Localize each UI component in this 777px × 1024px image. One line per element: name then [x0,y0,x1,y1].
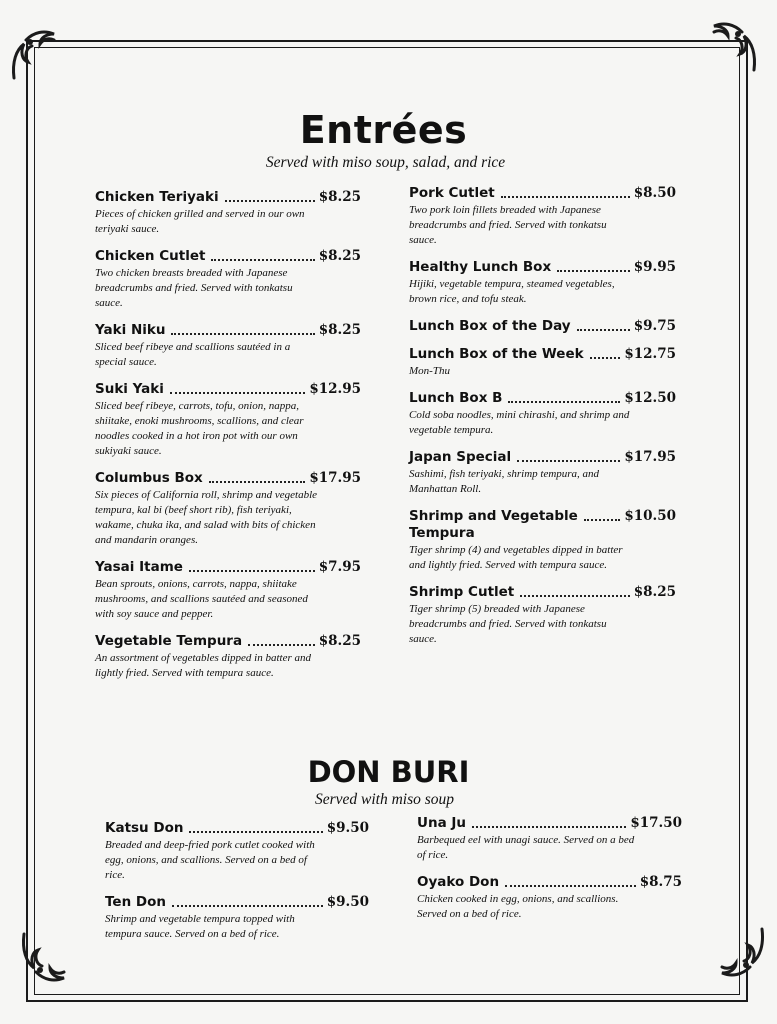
menu-item-price: $12.95 [309,381,361,397]
menu-item-name: Healthy Lunch Box [409,259,552,275]
menu-item-description: Two chicken breasts breaded with Japanese breadcrumbs and fried. Served with tonkatsu sauce. [95,267,293,309]
menu-item-header [409,345,676,363]
menu-item-description: Tiger shrimp (4) and vegetables dipped in batter and lightly fried. Served with tempura sauce. [409,544,623,571]
dot-leader [211,259,314,261]
corner-flourish-icon [20,930,80,990]
menu-item-name: Lunch Box B [409,390,503,406]
menu-item-description: Sliced beef ribeye, carrots, tofu, onion, nappa, shiitake, enoki mushrooms, scallions, and clear noodles cooked in a hot iron pot with our own sukiyaki sauce. [95,400,304,457]
menu-item-header [95,558,361,576]
menu-item-name: Shrimp Cutlet [409,584,515,600]
menu-item-name: Pork Cutlet [409,185,495,201]
menu-item [95,188,361,237]
dot-leader [248,644,315,646]
menu-item-header [417,873,682,891]
menu-item [105,893,369,942]
menu-item [95,632,361,681]
menu-item-name-continued: Tempura [409,525,475,541]
entrees-right-column [409,184,676,657]
dot-leader [590,357,621,359]
menu-item-name: Columbus Box [95,470,203,486]
menu-item-price: $8.25 [633,584,676,600]
menu-item-description: Barbequed eel with unagi sauce. Served on a bed of rice. [417,834,635,861]
menu-item-name: Lunch Box of the Day [409,318,571,334]
menu-item-header [95,321,361,339]
menu-item [409,317,676,335]
menu-item-name: Yasai Itame [95,559,183,575]
entrees-left-column [95,188,361,691]
menu-item [95,469,361,548]
dot-leader [520,595,629,597]
menu-item-name: Chicken Teriyaki [95,189,219,205]
menu-item-price: $17.95 [309,470,361,486]
menu-item [95,247,361,311]
menu-item-name: Ten Don [105,894,166,910]
entrees-heading: Entrées [299,108,468,152]
menu-item-description: Tiger shrimp (5) breaded with Japanese breadcrumbs and fried. Served with tonkatsu sauce. [409,603,607,645]
entrees-subheading: Served with miso soup, salad, and rice [265,154,506,171]
dot-leader [189,831,322,833]
menu-item-header [417,814,682,832]
dot-leader [170,392,305,394]
menu-item-price: $9.75 [633,318,676,334]
menu-item-price: $8.25 [318,248,361,264]
menu-item-name: Lunch Box of the Week [409,346,584,362]
dot-leader [505,885,636,887]
menu-item-price: $9.50 [326,894,369,910]
menu-item-description: Cold soba noodles, mini chirashi, and shrimp and vegetable tempura. [409,409,630,436]
menu-item-description: Bean sprouts, onions, carrots, nappa, shiitake mushrooms, and scallions sautéed and seasoned with soy sauce and pepper. [95,578,308,620]
menu-item-description: Shrimp and vegetable tempura topped with tempura sauce. Served on a bed of rice. [105,913,295,940]
dot-leader [557,270,630,272]
menu-item [409,389,676,438]
donburi-left-column [105,819,369,952]
menu-item-price: $12.75 [624,346,676,362]
menu-item-description: Sashimi, fish teriyaki, shrimp tempura, and Manhattan Roll. [409,468,600,495]
menu-item-description: An assortment of vegetables dipped in batter and lightly fried. Served with tempura sauce. [95,652,311,679]
menu-item-price: $9.95 [633,259,676,275]
menu-item-description: Chicken cooked in egg, onions, and scallions. Served on a bed of rice. [417,893,619,920]
corner-flourish-icon [706,925,766,985]
donburi-subheading: Served with miso soup [314,791,455,808]
menu-item-price: $17.95 [624,449,676,465]
menu-item [409,258,676,307]
dot-leader [508,401,620,403]
menu-item-price: $8.25 [318,633,361,649]
menu-item-name: Vegetable Tempura [95,633,243,649]
menu-item [409,583,676,647]
menu-item-name: Oyako Don [417,874,500,890]
dot-leader [225,200,315,202]
menu-item-name: Suki Yaki [95,381,164,397]
corner-flourish-icon [10,22,70,82]
menu-item-description: Pieces of chicken grilled and served in our own teriyaki sauce. [95,208,305,235]
menu-item [105,819,369,883]
menu-item-header [95,380,361,398]
menu-item [417,814,682,863]
menu-item [409,345,676,379]
menu-item-header [105,819,369,837]
dot-leader [209,481,306,483]
menu-item-description: Two pork loin fillets breaded with Japanese breadcrumbs and fried. Served with tonkatsu sauce. [409,204,607,246]
menu-item [95,558,361,622]
dot-leader [189,570,315,572]
menu-item-header [409,258,676,276]
menu-item-header [409,389,676,407]
menu-item-name: Una Ju [417,815,467,831]
dot-leader [501,196,630,198]
menu-item-name: Chicken Cutlet [95,248,206,264]
menu-item-description: Six pieces of California roll, shrimp and vegetable tempura, kal bi (beef short rib), fish teriyaki, wakame, chuka ika, and salad with bits of chicken and mandarin oranges. [95,489,318,546]
menu-item-description: Mon-Thu [409,365,450,377]
menu-item-header [409,583,676,601]
menu-item-price: $8.75 [639,874,682,890]
menu-item-header [95,469,361,487]
menu-item-description: Hijiki, vegetable tempura, steamed vegetables, brown rice, and tofu steak. [409,278,615,305]
menu-item-name: Katsu Don [105,820,184,836]
menu-item-description: Breaded and deep-fried pork cutlet cooked with egg, onions, and scallions. Served on a bed of rice. [105,839,315,881]
menu-item-price: $8.50 [633,185,676,201]
menu-item [95,380,361,459]
menu-item-header [409,184,676,202]
menu-item-price: $12.50 [624,390,676,406]
dot-leader [517,460,620,462]
menu-item-header [95,188,361,206]
menu-item [417,873,682,922]
menu-item [409,507,676,573]
dot-leader [584,519,620,521]
menu-item-price: $9.50 [326,820,369,836]
donburi-heading: DON BURI [307,755,470,789]
menu-item-name: Japan Special [409,449,512,465]
menu-item-price: $8.25 [318,322,361,338]
menu-item [409,448,676,497]
menu-item-price: $7.95 [318,559,361,575]
menu-item-description: Sliced beef ribeye and scallions sautéed in a special sauce. [95,341,291,368]
menu-item-header [409,317,676,335]
menu-item-price: $17.50 [630,815,682,831]
dot-leader [472,826,626,828]
dot-leader [171,333,314,335]
corner-flourish-icon [698,14,758,74]
menu-item-name: Shrimp and Vegetable [409,508,578,524]
menu-item [95,321,361,370]
donburi-right-column [417,814,682,932]
menu-item-header [409,507,676,525]
menu-item-header [95,632,361,650]
menu-item-price: $10.50 [624,508,676,524]
menu-item-price: $8.25 [318,189,361,205]
menu-item [409,184,676,248]
menu-item-name: Yaki Niku [95,322,166,338]
menu-item-header [105,893,369,911]
dot-leader [172,905,323,907]
menu-item-header [95,247,361,265]
menu-item-header [409,448,676,466]
dot-leader [577,329,630,331]
